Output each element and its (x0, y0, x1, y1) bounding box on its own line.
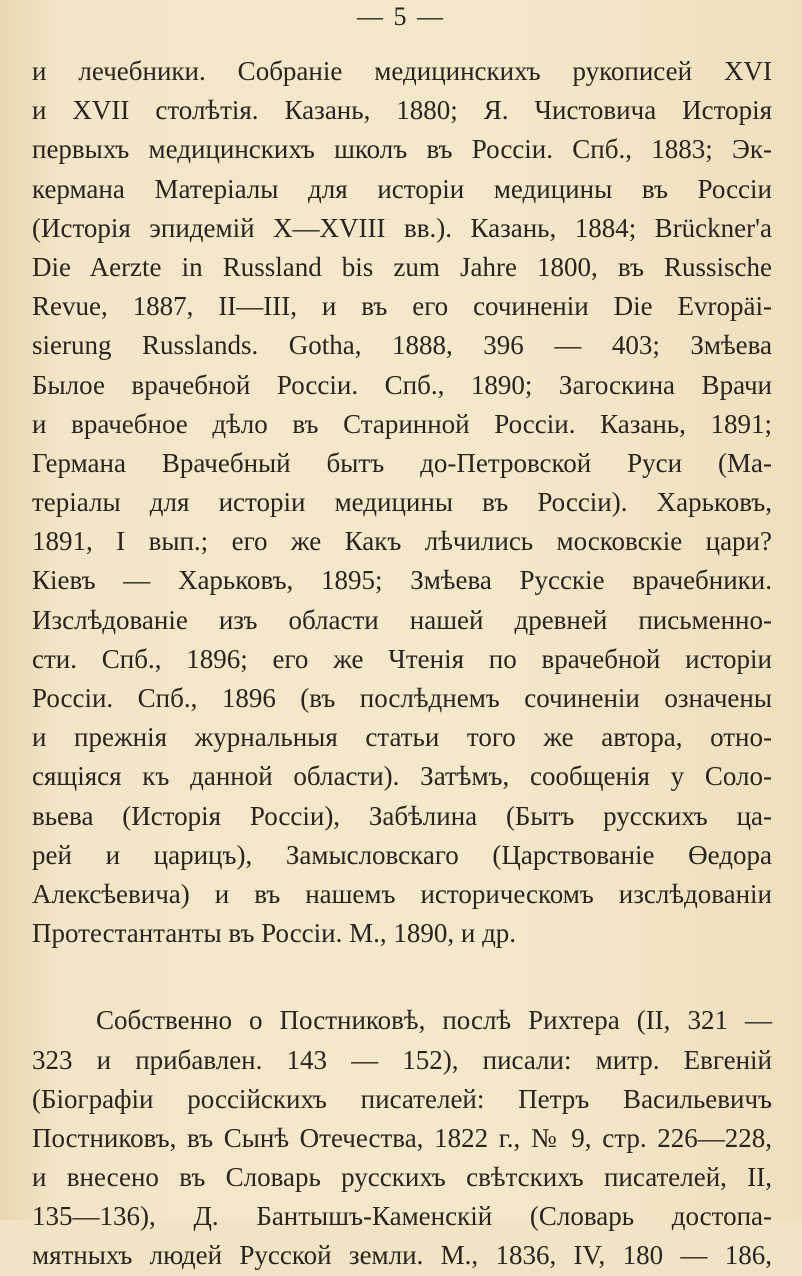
text-line: Германа Врачебный бытъ до-Петровской Руси (Ма- (32, 447, 772, 478)
paragraph-2 (32, 1001, 772, 1275)
text-line: Россіи. Спб., 1896 (въ послѣднемъ сочиненіи означены (32, 683, 772, 713)
text-line: рей и царицъ), Замысловскаго (Царствованіе Өедора (32, 839, 772, 870)
text-line: Кіевъ — Харьковъ, 1895; Змѣева Русскіе врачебники. (32, 565, 772, 596)
paragraph-gap (32, 953, 772, 1001)
text-line: и XVII столѣтія. Казань, 1880; Я. Чистовича Исторія (32, 95, 772, 126)
text-line: (Исторія эпидемій X—XVIII вв.). Казань, 1884; Brückner'a (32, 212, 772, 243)
text-line: и прежнія журнальныя статьи того же автора, отно- (32, 722, 772, 753)
text-line: Собственно о Постниковѣ, послѣ Рихтера (II, 321 — (96, 1005, 772, 1036)
text-line: теріалы для исторіи медицины въ Россіи). Харьковъ, (32, 487, 772, 518)
text-line: (Біографіи россійскихъ писателей: Петръ Васильевичъ (32, 1083, 772, 1114)
text-line: первыхъ медицинскихъ школъ въ Россіи. Спб., 1883; Эк- (32, 134, 772, 165)
text-line: и внесено въ Словарь русскихъ свѣтскихъ писателей, II, (32, 1162, 772, 1193)
text-line: сти. Спб., 1896; его же Чтенія по врачебной исторіи (32, 643, 772, 674)
text-line: Постниковъ, въ Сынѣ Отечества, 1822 г., № 9, стр. 226—228, (32, 1122, 772, 1153)
text-line: 323 и прибавлен. 143 — 152), писали: митр. Евгеній (32, 1044, 772, 1075)
paragraph-1 (32, 52, 772, 953)
text-line: вьева (Исторія Россіи), Забѣлина (Бытъ русскихъ ца- (32, 800, 772, 831)
page-body (32, 52, 772, 1276)
text-line: мятныхъ людей Русской земли. М., 1836, IV, 180 — 186, (32, 1240, 772, 1271)
text-line: Протестантанты въ Россіи. М., 1890, и др. (32, 918, 517, 949)
text-line: и лечебники. Собраніе медицинскихъ рукописей XVI (32, 56, 772, 86)
text-line: Изслѣдованіе изъ области нашей древней письменно- (32, 604, 772, 635)
text-line: Алексѣевича) и въ нашемъ историческомъ изслѣдованіи (32, 878, 772, 909)
text-line: и врачебное дѣло въ Старинной Россіи. Казань, 1891; (32, 408, 772, 439)
text-line: кермана Матеріалы для исторіи медицины въ Россіи (32, 173, 772, 204)
text-line: 1891, I вып.; его же Какъ лѣчились московскіе цари? (32, 526, 772, 557)
text-line: Die Aerzte in Russland bis zum Jahre 1800, въ Russische (32, 251, 772, 282)
text-line: сящіяся къ данной области). Затѣмъ, сообщенія у Соло- (32, 761, 772, 792)
text-line: 135—136), Д. Бантышъ-Каменскій (Словарь достопа- (32, 1201, 772, 1232)
text-line: Былое врачебной Россіи. Спб., 1890; Загоскина Врачи (32, 369, 772, 400)
page-number: — 5 — (357, 2, 445, 31)
text-line: Revue, 1887, II—III, и въ его сочиненіи Die Evropäi- (32, 291, 772, 322)
text-line: sierung Russlands. Gotha, 1888, 396 — 403; Змѣева (32, 330, 772, 361)
